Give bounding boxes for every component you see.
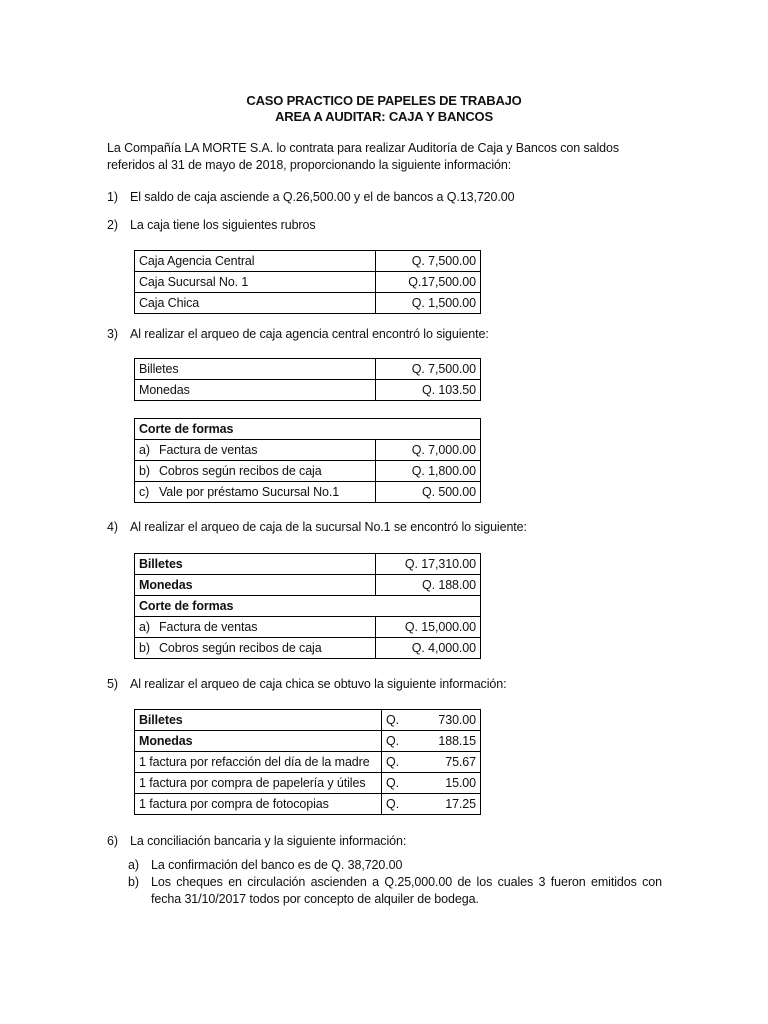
cell-label xyxy=(135,482,376,503)
table-row xyxy=(135,554,481,575)
row-text: Vale por préstamo Sucursal No.1 xyxy=(159,485,340,499)
currency-symbol: Q. xyxy=(386,797,399,811)
table-row xyxy=(135,419,481,440)
currency-symbol: Q. xyxy=(386,776,399,790)
item-text: La caja tiene los siguientes rubros xyxy=(130,218,316,232)
table-row xyxy=(135,710,481,731)
table-row xyxy=(135,272,481,293)
cell-amount xyxy=(382,752,481,773)
sub-item-a xyxy=(128,857,662,874)
table-row xyxy=(135,482,481,503)
sub-item-b xyxy=(128,874,662,908)
item-3 xyxy=(107,327,489,341)
table-central-formas xyxy=(134,418,481,503)
table-row xyxy=(135,575,481,596)
item-text: El saldo de caja asciende a Q.26,500.00 y el de bancos a Q.13,720.00 xyxy=(130,190,515,204)
cell-amount xyxy=(382,710,481,731)
cell-label: Billetes xyxy=(135,710,382,731)
intro-paragraph: La Compañía LA MORTE S.A. lo contrata para realizar Auditoría de Caja y Bancos con saldos referidos al 31 de mayo de 2018, proporcionando la siguiente información: xyxy=(107,141,619,172)
sub-item-letter: a) xyxy=(128,858,139,872)
cell-label: 1 factura por compra de papelería y útiles xyxy=(135,773,382,794)
document-title-line2: AREA A AUDITAR: CAJA Y BANCOS xyxy=(275,109,493,124)
amount-value: 188.15 xyxy=(438,734,476,748)
cell-amount: Q. 188.00 xyxy=(376,575,481,596)
cell-amount: Q. 103.50 xyxy=(376,380,481,401)
row-letter: c) xyxy=(139,485,150,499)
row-text: Cobros según recibos de caja xyxy=(159,464,322,478)
item-number: 5) xyxy=(107,677,118,691)
cell-label: Monedas xyxy=(135,731,382,752)
cell-amount: Q. 7,000.00 xyxy=(376,440,481,461)
table-row xyxy=(135,359,481,380)
item-number: 3) xyxy=(107,327,118,341)
item-number: 4) xyxy=(107,520,118,534)
table-row xyxy=(135,596,481,617)
amount-value: 17.25 xyxy=(445,797,476,811)
sub-item-text: La confirmación del banco es de Q. 38,720.00 xyxy=(151,858,403,872)
cell-amount: Q. 17,310.00 xyxy=(376,554,481,575)
cell-amount xyxy=(382,773,481,794)
cell-amount: Q. 15,000.00 xyxy=(376,617,481,638)
item-text: Al realizar el arqueo de caja de la sucursal No.1 se encontró lo siguiente: xyxy=(130,520,527,534)
cell-amount: Q. 1,500.00 xyxy=(376,293,481,314)
table-row xyxy=(135,752,481,773)
currency-symbol: Q. xyxy=(386,734,399,748)
cell-amount: Q. 4,000.00 xyxy=(376,638,481,659)
table-row xyxy=(135,440,481,461)
cell-label xyxy=(135,638,376,659)
item-number: 6) xyxy=(107,834,118,848)
cell-label xyxy=(135,440,376,461)
cell-label: Monedas xyxy=(135,380,376,401)
row-text: Factura de ventas xyxy=(159,620,258,634)
cell-label xyxy=(135,461,376,482)
item-2 xyxy=(107,218,316,232)
row-text: Factura de ventas xyxy=(159,443,258,457)
table-row xyxy=(135,794,481,815)
table-sucursal xyxy=(134,553,481,659)
table-row xyxy=(135,461,481,482)
item-5 xyxy=(107,677,506,691)
table-header: Corte de formas xyxy=(135,596,481,617)
cell-amount: Q. 7,500.00 xyxy=(376,251,481,272)
cell-amount: Q. 1,800.00 xyxy=(376,461,481,482)
cell-amount xyxy=(382,794,481,815)
item-1 xyxy=(107,190,514,204)
amount-value: 15.00 xyxy=(445,776,476,790)
table-caja-chica xyxy=(134,709,481,815)
item-6 xyxy=(107,834,406,848)
currency-symbol: Q. xyxy=(386,755,399,769)
sub-item-text: Los cheques en circulación ascienden a Q.25,000.00 de los cuales 3 fueron emitidos con fecha 31/10/2017 todos por concepto de alquiler de bodega. xyxy=(151,875,662,906)
cell-label: Caja Chica xyxy=(135,293,376,314)
item-text: Al realizar el arqueo de caja agencia central encontró lo siguiente: xyxy=(130,327,489,341)
row-text: Cobros según recibos de caja xyxy=(159,641,322,655)
cell-label: Caja Agencia Central xyxy=(135,251,376,272)
item-text: Al realizar el arqueo de caja chica se obtuvo la siguiente información: xyxy=(130,677,507,691)
table-row xyxy=(135,617,481,638)
amount-value: 730.00 xyxy=(438,713,476,727)
table-row xyxy=(135,638,481,659)
row-letter: b) xyxy=(139,641,150,655)
cell-amount: Q. 500.00 xyxy=(376,482,481,503)
cell-label: Billetes xyxy=(135,359,376,380)
table-row xyxy=(135,380,481,401)
item-number: 2) xyxy=(107,218,118,232)
row-letter: b) xyxy=(139,464,150,478)
item-number: 1) xyxy=(107,190,118,204)
cell-label: Billetes xyxy=(135,554,376,575)
item-4 xyxy=(107,520,527,534)
table-rubros xyxy=(134,250,481,314)
cell-amount xyxy=(382,731,481,752)
cell-label: 1 factura por compra de fotocopias xyxy=(135,794,382,815)
document-title-line1: CASO PRACTICO DE PAPELES DE TRABAJO xyxy=(246,93,522,108)
cell-label: Monedas xyxy=(135,575,376,596)
table-header: Corte de formas xyxy=(135,419,481,440)
row-letter: a) xyxy=(139,443,150,457)
cell-amount: Q.17,500.00 xyxy=(376,272,481,293)
cell-amount: Q. 7,500.00 xyxy=(376,359,481,380)
cell-label: 1 factura por refacción del día de la madre xyxy=(135,752,382,773)
table-row xyxy=(135,293,481,314)
cell-label xyxy=(135,617,376,638)
amount-value: 75.67 xyxy=(445,755,476,769)
cell-label: Caja Sucursal No. 1 xyxy=(135,272,376,293)
sub-item-letter: b) xyxy=(128,875,139,889)
table-central-efectivo xyxy=(134,358,481,401)
table-row xyxy=(135,731,481,752)
table-row xyxy=(135,773,481,794)
table-row xyxy=(135,251,481,272)
currency-symbol: Q. xyxy=(386,713,399,727)
row-letter: a) xyxy=(139,620,150,634)
item-text: La conciliación bancaria y la siguiente información: xyxy=(130,834,407,848)
